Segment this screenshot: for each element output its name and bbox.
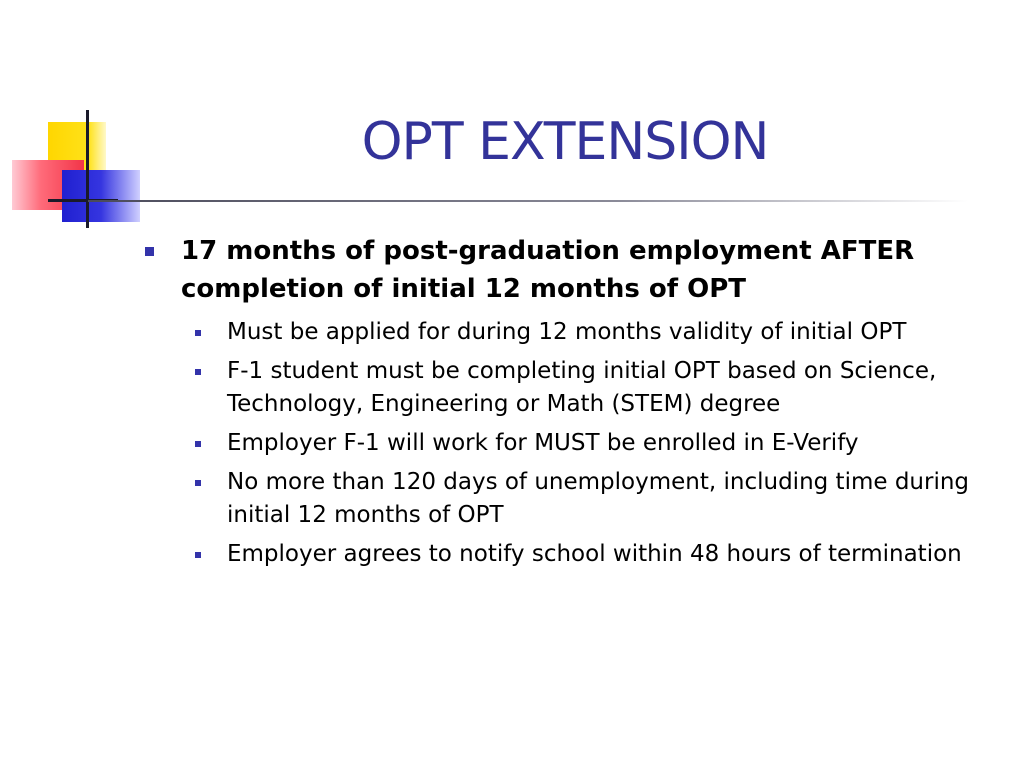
square-bullet-icon <box>145 247 154 256</box>
decorative-squares-logo <box>0 100 150 240</box>
small-square-bullet-icon <box>195 480 201 486</box>
sub-bullet-item <box>227 538 1005 571</box>
small-square-bullet-icon <box>195 369 201 375</box>
sub-bullet-text: Must be applied for during 12 months validity of initial OPT <box>227 319 907 345</box>
slide-body <box>145 232 1005 577</box>
sub-bullet-item <box>227 355 1005 421</box>
logo-blue-square <box>62 170 140 222</box>
main-bullet-text: 17 months of post-graduation employment AFTER completion of initial 12 months of OPT <box>181 236 915 304</box>
sub-bullet-item <box>227 316 1005 349</box>
sub-bullet-item <box>227 427 1005 460</box>
main-bullet <box>145 232 1005 308</box>
slide-title: OPT EXTENSION <box>361 112 769 172</box>
sub-bullet-text: F-1 student must be completing initial OPT based on Science, Technology, Engineering or Math (STEM) degree <box>227 358 937 417</box>
title-divider <box>88 200 968 202</box>
sub-bullet-item <box>227 466 1005 532</box>
sub-bullet-list <box>145 316 1005 571</box>
sub-bullet-text: No more than 120 days of unemployment, including time during initial 12 months of OPT <box>227 469 970 528</box>
small-square-bullet-icon <box>195 330 201 336</box>
small-square-bullet-icon <box>195 441 201 447</box>
logo-vertical-line <box>86 110 89 228</box>
sub-bullet-text: Employer F-1 will work for MUST be enrolled in E-Verify <box>227 430 859 456</box>
sub-bullet-text: Employer agrees to notify school within 48 hours of termination <box>227 541 962 567</box>
small-square-bullet-icon <box>195 552 201 558</box>
